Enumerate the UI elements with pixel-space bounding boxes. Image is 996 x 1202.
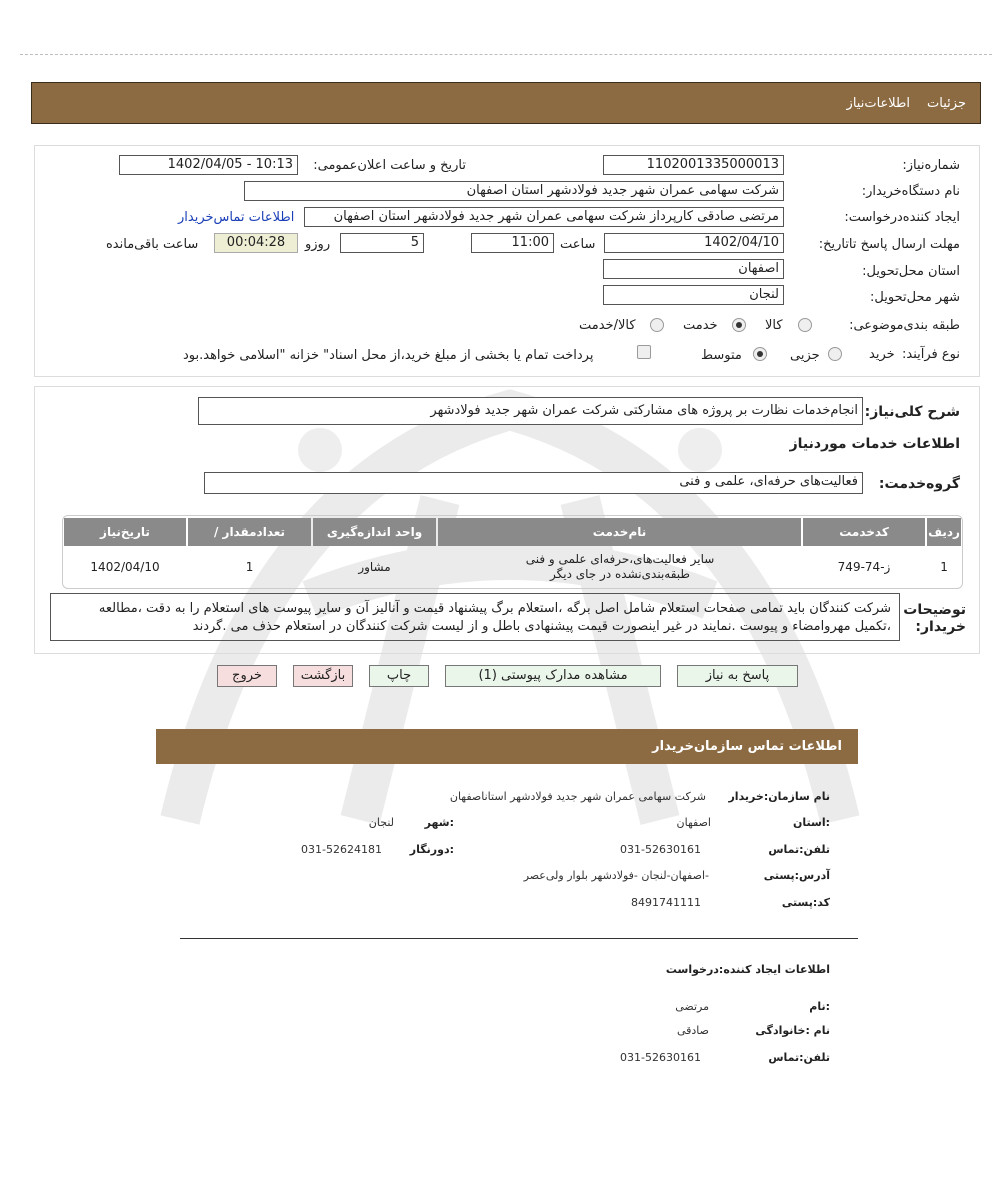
- need-number-field: 1102001335000013: [603, 155, 784, 175]
- exit-button[interactable]: خروج: [217, 665, 277, 687]
- deadline-date-field: 1402/04/10: [604, 233, 784, 253]
- col-header-name: نام‌خدمت: [438, 518, 801, 546]
- category-service-label: خدمت: [683, 318, 718, 333]
- col-header-unit: واحد اندازه‌گیری: [313, 518, 436, 546]
- announce-label: تاریخ و ساعت اعلان‌عمومی:: [313, 158, 466, 173]
- col-header-code: کدخدمت: [803, 518, 925, 546]
- city-field: لنجان: [603, 285, 784, 305]
- deadline-time-field: 11:00: [471, 233, 554, 253]
- process-minor-radio[interactable]: [828, 347, 842, 361]
- process-label: نوع فرآیند:: [902, 347, 960, 362]
- address-label: آدرس:پستی: [763, 869, 830, 882]
- col-header-quantity: تعداد‌مقدار /: [188, 518, 311, 546]
- time-label: ساعت: [560, 237, 596, 252]
- reply-button[interactable]: پاسخ به نیاز: [677, 665, 798, 687]
- cell-unit: مشاور: [358, 559, 391, 574]
- creator-heading: اطلاعات ایجاد کننده:درخواست: [665, 963, 830, 976]
- back-button[interactable]: بازگشت: [293, 665, 353, 687]
- top-divider: [20, 54, 992, 55]
- view-attachments-button[interactable]: مشاهده مدارک پیوستی (1): [445, 665, 661, 687]
- general-description-label: شرح کلی‌نیاز:: [864, 404, 960, 420]
- header-need-info: اطلاعات‌نیاز: [846, 96, 910, 111]
- postal-code-label: کد:پستی: [781, 896, 830, 909]
- contact-province-label: :استان: [793, 816, 830, 829]
- buyer-notes-text: شرکت کنندگان باید تمامی صفحات استعلام شامل اصل برگه ،استعلام برگ پیشنهاد قیمت و آنالیز آن و سایر پیوست های استعلام را به دقت ،مطالعه ،تکمیل مهروامضاء و پیوست .نمایند در غیر اینصورت قیمت پیشنهادی باطل و از لیست شرکت کنندگان در استعلام حذف می .گردند: [50, 593, 900, 641]
- deadline-label: مهلت ارسال پاسخ تا‌تاریخ:: [818, 237, 960, 252]
- contact-city-value: لنجان: [368, 816, 394, 829]
- org-label: نام سازمان:خریدار: [728, 790, 830, 803]
- fax-label: :دورنگار: [409, 843, 454, 856]
- fax-value: 031-52624181: [301, 843, 382, 856]
- buyer-contact-link[interactable]: اطلاعات تماس‌خریدار: [178, 210, 295, 225]
- creator-name-value: مرتضی: [675, 1000, 709, 1013]
- process-minor-label: جزیی: [790, 348, 820, 363]
- buyer-org-label: نام دستگاه‌خریدار:: [861, 184, 960, 199]
- process-buy-label: خرید: [869, 347, 895, 362]
- need-number-label: شماره‌نیاز:: [902, 158, 960, 173]
- print-button[interactable]: چاپ: [369, 665, 429, 687]
- services-heading: اطلاعات خدمات موردنیاز: [789, 436, 960, 452]
- city-label: شهر محل‌تحویل:: [870, 290, 960, 305]
- address-value: -اصفهان-لنجان -فولادشهر بلوار ولی‌عصر: [523, 869, 709, 882]
- days-field: 5: [340, 233, 424, 253]
- process-medium-label: متوسط: [701, 348, 742, 363]
- org-value: شرکت سهامی عمران شهر جدید فولادشهر استاناصفهان: [449, 790, 706, 803]
- postal-code-value: 8491741111: [631, 896, 701, 909]
- creator-phone-value: 031-52630161: [620, 1051, 701, 1064]
- process-medium-radio[interactable]: [753, 347, 767, 361]
- contact-province-value: اصفهان: [676, 816, 711, 829]
- requester-field: مرتضی صادقی کارپرداز شرکت سهامی عمران شهر جدید فولادشهر استان اصفهان: [304, 207, 784, 227]
- buyer-org-field: شرکت سهامی عمران شهر جدید فولادشهر استان اصفهان: [244, 181, 784, 201]
- general-description-field: انجام‌خدمات نظارت بر پروژه های مشارکتی شرکت عمران شهر جدید فولادشهر: [198, 397, 863, 425]
- col-header-date: تاریخ‌نیاز: [64, 518, 186, 546]
- cell-row-number: 1: [940, 559, 948, 574]
- creator-phone-label: تلفن:تماس: [768, 1051, 830, 1064]
- header-details: جزئیات: [927, 96, 966, 111]
- service-group-label: گروه‌خدمت:: [878, 476, 960, 492]
- contact-phone-value: 031-52630161: [620, 843, 701, 856]
- creator-family-label: نام :خانوادگی: [755, 1024, 830, 1037]
- cell-quantity: 1: [245, 559, 254, 574]
- service-group-field: فعالیت‌های حرفه‌ای، علمی و فنی: [204, 472, 863, 494]
- creator-family-value: صادقی: [676, 1024, 709, 1037]
- treasury-payment-checkbox[interactable]: [637, 345, 651, 359]
- announce-field: 1402/04/05 - 10:13: [119, 155, 298, 175]
- cell-need-date: 1402/04/10: [90, 559, 160, 574]
- contact-header: [156, 729, 858, 764]
- treasury-payment-note: پرداخت تمام یا بخشی از مبلغ خرید،از محل اسناد" خزانه "اسلامی خواهد.بود: [183, 348, 594, 363]
- section-divider: [180, 938, 858, 939]
- category-service-radio[interactable]: [732, 318, 746, 332]
- category-goods-service-radio[interactable]: [650, 318, 664, 332]
- page-header: [31, 82, 981, 124]
- remaining-label: ساعت باقی‌مانده: [106, 237, 199, 252]
- days-label: روزو: [305, 237, 331, 252]
- cell-service-name: سایر فعالیت‌های،حرفه‌ای علمی و فنی طبقه‌بندی‌نشده در جای دیگر: [525, 552, 715, 581]
- province-field: اصفهان: [603, 259, 784, 279]
- remaining-timer: 00:04:28: [214, 233, 298, 253]
- contact-title: اطلاعات تماس سازمان‌خریدار: [652, 739, 842, 754]
- buyer-notes-label: توضیحات خریدار:: [903, 602, 966, 635]
- creator-name-label: :نام: [809, 1000, 830, 1013]
- contact-city-label: :شهر: [424, 816, 454, 829]
- need-info-panel: [34, 145, 980, 377]
- category-goods-label: کالا: [765, 318, 783, 333]
- province-label: استان محل‌تحویل:: [862, 264, 960, 279]
- category-label: طبقه بندی‌موضوعی:: [849, 318, 960, 333]
- requester-label: ایجاد کننده‌درخواست:: [844, 210, 960, 225]
- contact-phone-label: تلفن:تماس: [768, 843, 830, 856]
- cell-service-code: ز-74-749: [837, 559, 891, 574]
- category-goods-service-label: کالا/خدمت: [579, 318, 636, 333]
- col-header-row: ردیف: [927, 518, 961, 546]
- category-goods-radio[interactable]: [798, 318, 812, 332]
